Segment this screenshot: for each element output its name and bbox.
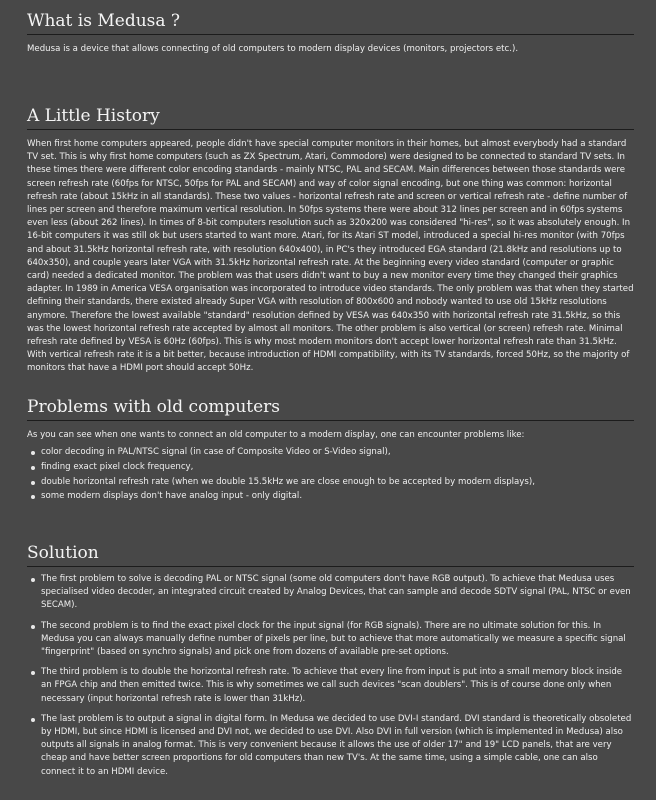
list-item: The third problem is to double the horizontal refresh rate. To achieve that every line from input is put into a small memory block inside an FPGA chip and then emitted twice. This is why sometimes we call such devices "scan doublers". This is of course done only when necessary (input horizontal refresh rate is lower than 31kHz). [41, 666, 634, 706]
list-item: The last problem is to output a signal in digital form. In Medusa we decided to use DVI-I standard. DVI standard is theoretically obsoleted by HDMI, but since HDMI is licensed and DVI not, we decided to use DVI. Also DVI in full version (which is implemented in Medusa) also outputs all signals in analog format. This is very convenient because it allows the use of older 17" and 19" LCD panels, that are very cheap and have better screen proportions for old computers than new TV's. At the same time, using a simple cable, one can also connect it to an HDMI device. [41, 713, 634, 779]
section-what-is-medusa [27, 10, 634, 105]
list-item: color decoding in PAL/NTSC signal (in case of Composite Video or S-Video signal), [41, 446, 634, 459]
heading-problems: Problems with old computers [27, 396, 634, 421]
list-item: some modern displays don't have analog input - only digital. [41, 490, 634, 503]
history-text: When first home computers appeared, people didn't have special computer monitors in their homes, but almost everybody had a standard TV set. This is why first home computers (such as ZX Spectrum, Atari, Commodore) were designed to be connected to standard TV sets. In these times there were different color encoding standards - mainly NTSC, PAL and SECAM. Main differences between those standards were screen refresh rate (60fps for NTSC, 50fps for PAL and SECAM) and way of color signal encoding, but one thing was common: horizontal refresh rate (about 15kHz in all standards). These two values - horizontal refresh rate and screen or vertical refresh rate - define number of lines per screen and therefore maximum vertical resolution. In 50fps systems there were about 312 lines per screen and in 60fps systems even less (about 262 lines). In times of 8-bit computers resolution such as 320x200 was considered "hi-res", so it was absolutely enough. In 16-bit computers it was still ok but users started to want more. Atari, for its Atari ST model, introduced a special hi-res monitor (with 70fps and about 31.5kHz horizontal refresh rate, with resolution 640x400), in PC's they introduced EGA standard (21.8kHz and resolutions up to 640x350), and couple years later VGA with 31.5kHz horizontal refresh rate. At the beginning every video standard (computer or graphic card) needed a dedicated monitor. The problem was that users didn't want to buy a new monitor every time they changed their graphics adapter. In 1989 in America VESA organisation was incorporated to introduce video standards. The only problem was that when they started defining their standards, there existed already Super VGA with resolution of 800x600 and nobody wanted to use old 15kHz resolutions anymore. Therefore the lowest available "standard" resolution defined by VESA was 640x350 with horizontal refresh rate 31.5kHz, so this was the lowest horizontal refresh rate accepted by almost all monitors. The other problem is also vertical (or screen) refresh rate. Minimal refresh rate defined by VESA is 60Hz (60fps). This is why most modern monitors don't accept lower horizontal refresh rate than 31.5kHz. With vertical refresh rate it is a bit better, because introduction of HDMI compatibility, with its TV standards, forced 50Hz, so the majority of monitors that have a HDMI port should accept 50Hz. [27, 139, 634, 374]
list-item: finding exact pixel clock frequency, [41, 461, 634, 474]
what-is-medusa-text: Medusa is a device that allows connecting of old computers to modern display devices (monitors, projectors etc.). [27, 44, 519, 54]
list-item: double horizontal refresh rate (when we double 15.5kHz we are close enough to be accepted by modern displays), [41, 476, 634, 489]
heading-little-history: A Little History [27, 105, 634, 130]
section-problems [27, 396, 634, 542]
section-little-history [27, 105, 634, 396]
heading-solution: Solution [27, 542, 634, 567]
solution-list [27, 573, 634, 779]
list-item: The first problem to solve is decoding PAL or NTSC signal (some old computers don't have RGB output). To achieve that Medusa uses specialised video decoder, an integrated circuit created by Analog Devices, that can sample and decode SDTV signal (PAL, NTSC or even SECAM). [41, 573, 634, 613]
list-item: The second problem is to find the exact pixel clock for the input signal (for RGB signals). There are no ultimate solution for this. In Medusa you can always manually define number of pixels per line, but to achieve that more automatically we measure a specific signal "fingerprint" (based on synchro signals) and pick one from dozens of available pre-set options. [41, 620, 634, 660]
heading-what-is-medusa: What is Medusa ? [27, 10, 634, 35]
section-solution [27, 542, 634, 779]
problems-list [27, 446, 634, 503]
problems-intro: As you can see when one wants to connect an old computer to a modern display, one can encounter problems like: [27, 430, 525, 440]
